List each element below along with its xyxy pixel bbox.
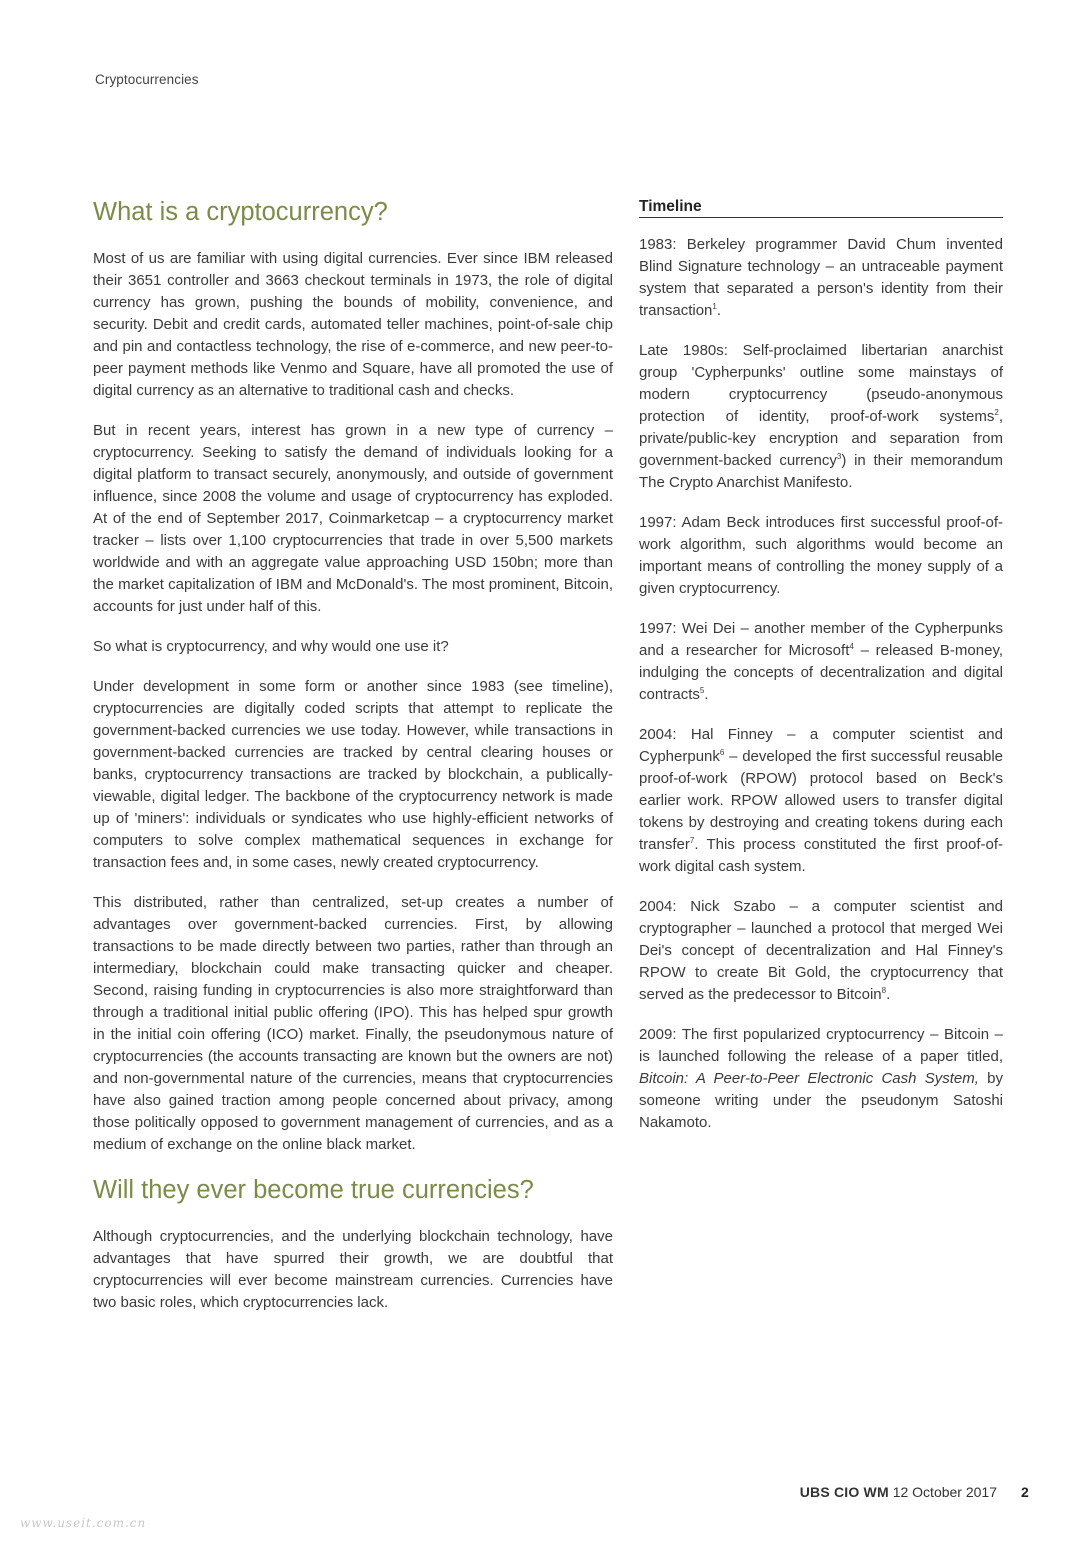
footer-brand: UBS CIO WM bbox=[799, 1484, 889, 1500]
footnote-ref: 2 bbox=[994, 408, 999, 417]
paragraph: Although cryptocurrencies, and the underlying blockchain technology, have advantages that have spurred their growth, we are doubtful that cryptocurrencies will ever become mainstream currencies. Currencies have two basic roles, which cryptocurrencies lack. bbox=[93, 1228, 613, 1311]
timeline-sidebar bbox=[639, 196, 1003, 1152]
footnote-ref: 3 bbox=[836, 452, 842, 461]
footnote-ref: 7 bbox=[689, 836, 695, 845]
timeline-entry: 1983: Berkeley programmer David Chum invented Blind Signature technology – an untraceable payment system that separated a person's identity from their transaction$^1$. bbox=[639, 236, 1003, 319]
paragraph: Under development in some form or another since 1983 (see timeline), cryptocurrencies are digitally coded scripts that attempt to replicate the government-backed currencies we use today. However, while transactions in government-backed currencies are tracked by central clearing houses or banks, cryptocurrency transactions are tracked by blockchain, a publically-viewable, digital ledger. The backbone of the cryptocurrency network is made up of 'miners': individuals or syndicates who use highly-efficient networks of computers to solve complex mathematical sequences in exchange for transaction fees and, in some cases, newly created cryptocurrency. bbox=[93, 678, 613, 871]
timeline-entry: 2004: Nick Szabo – a computer scientist and cryptographer – launched a protocol that merged Wei Dei's concept of decentralization and Hal Finney's RPOW to create Bit Gold, the cryptocurrency that served as the predecessor to Bitcoin$^8$. bbox=[639, 898, 1003, 1003]
footnote-ref: 8 bbox=[881, 986, 887, 995]
heading-what-is-cryptocurrency: What is a cryptocurrency? bbox=[93, 198, 388, 226]
footnote-ref: 1 bbox=[712, 302, 717, 311]
main-article bbox=[93, 196, 613, 1332]
watermark: www.useit.com.cn bbox=[20, 1516, 147, 1530]
paper-title: Bitcoin: A Peer-to-Peer Electronic Cash System, bbox=[639, 1070, 979, 1087]
timeline-entry: 2004: Hal Finney – a computer scientist and Cypherpunk$^6$ – developed the first successful reusable proof-of-work (RPOW) protocol based on Beck's earlier work. RPOW allowed users to transfer digital tokens by destroying and creating tokens during each transfer$^7$. This process constituted the first proof-of-work digital cash system. bbox=[639, 726, 1003, 875]
footnote-ref: 4 bbox=[849, 642, 854, 651]
timeline-entry: 2009: The first popularized cryptocurrency – Bitcoin – is launched following the release of a paper titled, Bitcoin: A Peer-to-Peer Electronic Cash System, by someone writing under the pseudonym Satoshi Nakamoto. bbox=[639, 1026, 1003, 1131]
footnote-ref: 5 bbox=[699, 686, 705, 695]
page-number: 2 bbox=[1021, 1484, 1029, 1500]
paragraph: But in recent years, interest has grown in a new type of currency – cryptocurrency. Seeking to satisfy the demand of individuals looking for a digital platform to transact securely, anonymously, and outside of government influence, since 2008 the volume and usage of cryptocurrency has exploded. At of the end of September 2017, Coinmarketcap – a cryptocurrency market tracker – lists over 1,100 cryptocurrencies that trade in over 5,500 markets worldwide and with an aggregate value approaching USD 150bn; more than the market capitalization of IBM and McDonald's. The most prominent, Bitcoin, accounts for just under half of this. bbox=[93, 422, 613, 615]
footnote-ref: 6 bbox=[719, 748, 725, 757]
running-header: Cryptocurrencies bbox=[95, 72, 199, 87]
paragraph: Most of us are familiar with using digital currencies. Ever since IBM released their 3651 controller and 3663 checkout terminals in 1973, the role of digital currency has grown, pushing the bounds of mobility, convenience, and security. Debit and credit cards, automated teller machines, point-of-sale chip and pin and contactless technology, the rise of e-commerce, and new peer-to-peer payment methods like Venmo and Square, have all promoted the use of digital currency as an alternative to traditional cash and checks. bbox=[93, 250, 613, 399]
footer-date: 12 October 2017 bbox=[892, 1484, 997, 1500]
heading-true-currencies: Will they ever become true currencies? bbox=[93, 1176, 534, 1204]
timeline-entry: 1997: Wei Dei – another member of the Cypherpunks and a researcher for Microsoft$^4$ – released B-money, indulging the concepts of decentralization and digital contracts$^5$. bbox=[639, 620, 1003, 703]
paragraph: So what is cryptocurrency, and why would one use it? bbox=[93, 638, 449, 655]
timeline-title: Timeline bbox=[639, 196, 1003, 218]
timeline-entry: Late 1980s: Self-proclaimed libertarian anarchist group 'Cypherpunks' outline some mainstays of modern cryptocurrency (pseudo-anonymous protection of identity, proof-of-work systems$^2$, private/public-key encryption and separation from government-backed currency$^3$) in their memorandum The Crypto Anarchist Manifesto. bbox=[639, 342, 1003, 491]
paragraph: This distributed, rather than centralized, set-up creates a number of advantages over government-backed currencies. First, by allowing transactions to be made directly between two parties, rather than through an intermediary, blockchain could make transacting quicker and cheaper. Second, raising funding in cryptocurrencies is also more straightforward than through a traditional initial public offering (IPO). This has helped spur growth in the initial coin offering (ICO) market. Finally, the pseudonymous nature of cryptocurrencies (the accounts transacting are known but the owners are not) and non-governmental nature of the currencies, means that cryptocurrencies have also gained traction among people concerned about privacy, among those politically opposed to government management of currencies, and as a medium of exchange on the online black market. bbox=[93, 894, 613, 1153]
footer bbox=[800, 1484, 997, 1500]
timeline-entry: 1997: Adam Beck introduces first successful proof-of-work algorithm, such algorithms would become an important means of controlling the money supply of a given cryptocurrency. bbox=[639, 514, 1003, 597]
